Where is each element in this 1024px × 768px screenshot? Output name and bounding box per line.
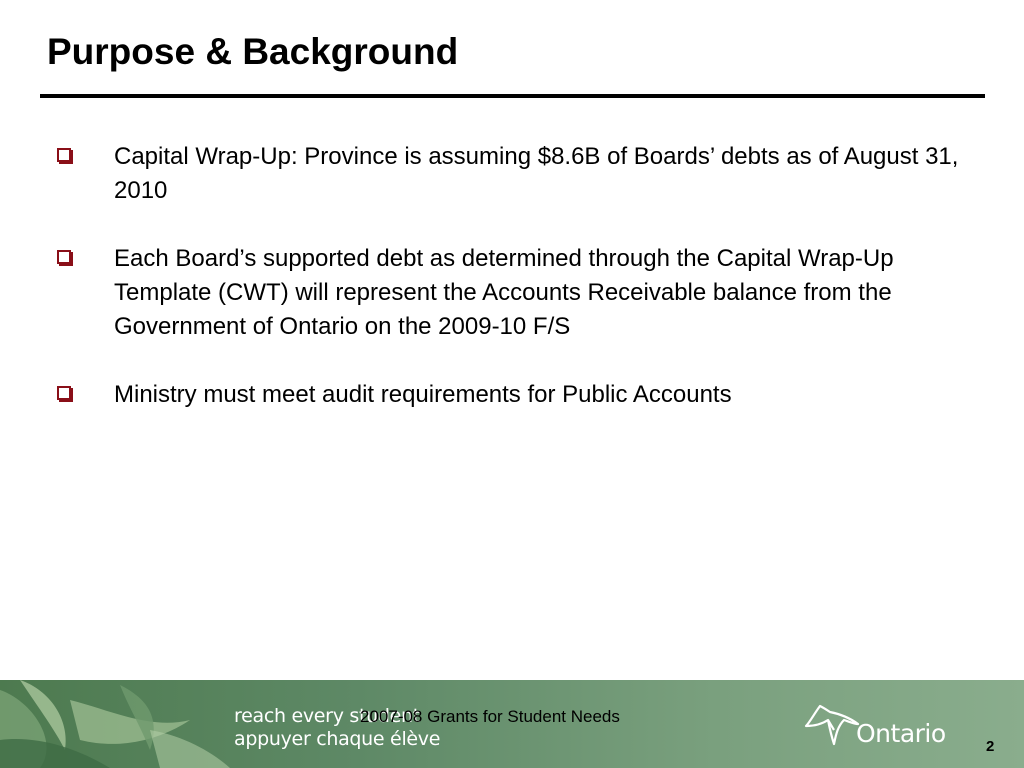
bullet-item	[56, 242, 986, 344]
bullet-text: Ministry must meet audit requirements for Public Accounts	[114, 381, 732, 408]
square-bullet-icon	[57, 250, 71, 264]
bullet-text: Capital Wrap-Up: Province is assuming $8.6B of Boards’ debts as of August 31, 2010	[114, 143, 959, 204]
footer-caption: 2007-08 Grants for Student Needs	[360, 707, 620, 726]
bullet-item	[56, 140, 986, 208]
square-bullet-icon	[57, 386, 71, 400]
ontario-logo-wordmark: Ontario	[856, 719, 946, 748]
bullet-text: Each Board’s supported debt as determined through the Capital Wrap-Up Template (CWT) will represent the Accounts Receivable balance from the Government of Ontario on the 2009-10 F/S	[114, 245, 894, 340]
bullet-list	[56, 140, 986, 446]
leaf-decoration-icon	[0, 680, 230, 768]
page-number: 2	[986, 738, 995, 755]
slide-title: Purpose & Background	[47, 31, 459, 72]
bullet-item	[56, 378, 986, 412]
tagline-english: reach every student	[234, 705, 420, 727]
square-bullet-icon	[57, 148, 71, 162]
title-underline	[40, 94, 985, 98]
tagline-french: appuyer chaque élève	[234, 728, 441, 750]
